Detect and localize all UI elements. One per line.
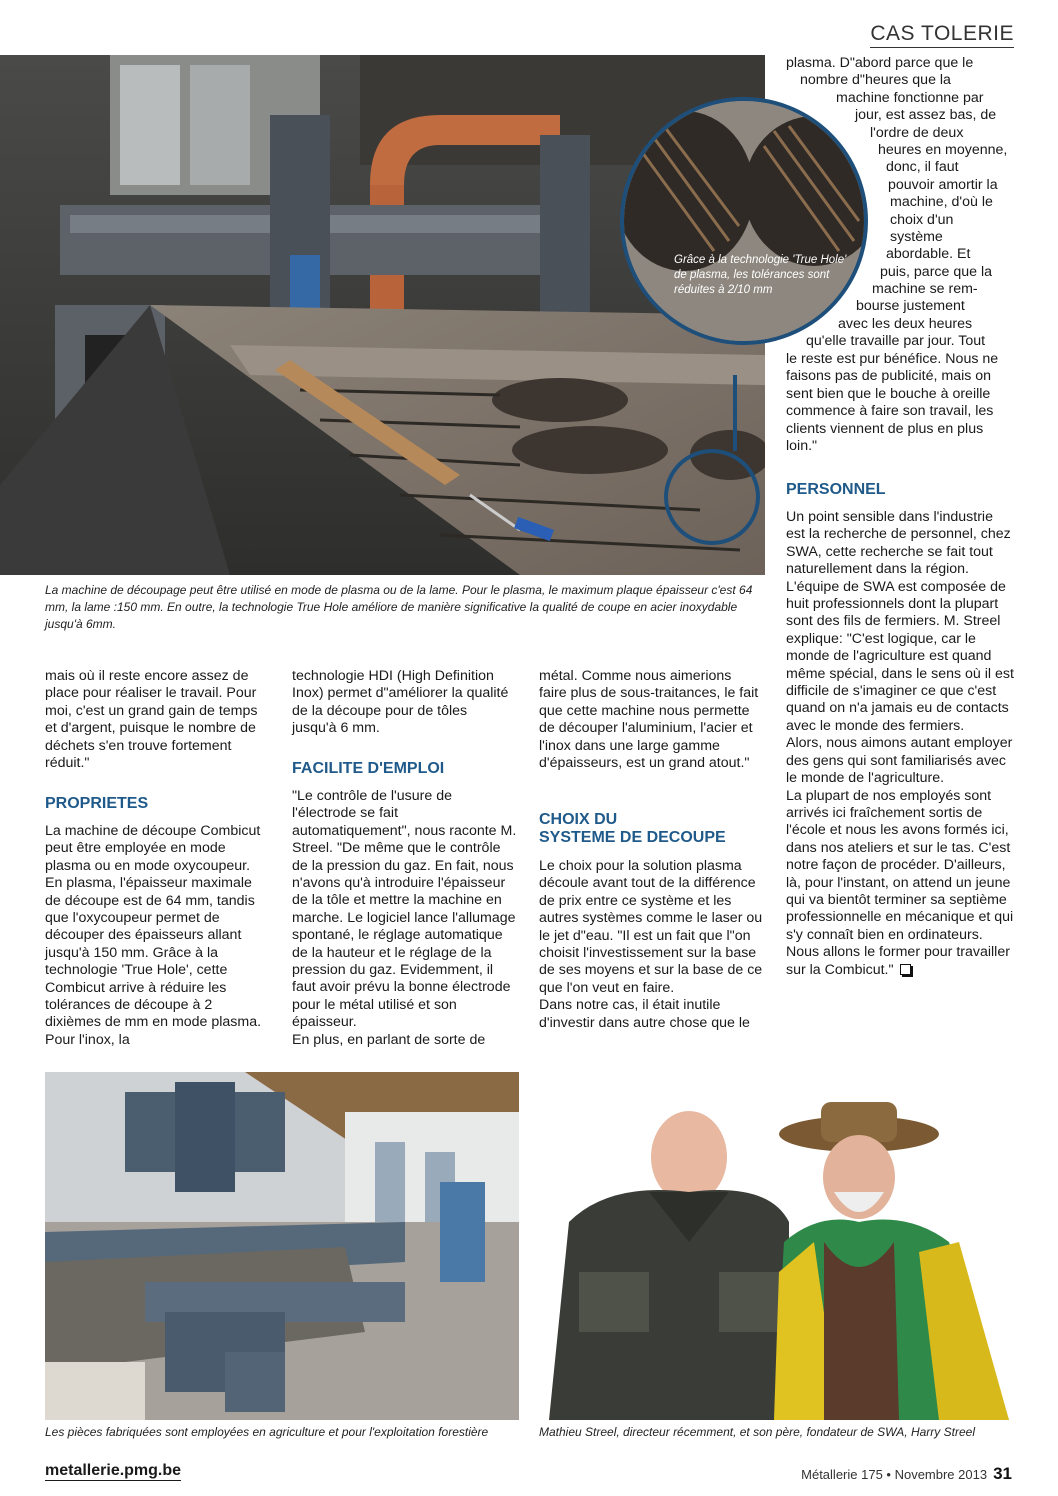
col2-body2-text: En plus, en parlant de sorte de <box>292 1031 486 1048</box>
section-tag: CAS TOLERIE <box>870 22 1014 48</box>
col1-intro-text: mais où il reste encore assez de place pour réaliser le travail. Pour moi, c'est un grand gain de temps et d'argent, puisque le nombre de déchets s'en trouve fortement réduit." <box>45 668 258 772</box>
column-3-intro <box>539 668 761 772</box>
zoom-caption-line-3: réduites à 2/10 mm <box>674 284 773 296</box>
workshop-photo-caption: Les pièces fabriquées sont employées en agriculture et pour l'exploitation forestière <box>45 1425 489 1439</box>
col4-line: pouvoir amortir la <box>888 176 998 193</box>
people-photo-caption: Mathieu Streel, directeur récemment, et son père, fondateur de SWA, Harry Streel <box>539 1425 975 1439</box>
column-4-wrap <box>0 55 1058 351</box>
col4-line: choix d'un <box>890 211 954 228</box>
heading-choix-line-2: SYSTEME DE DECOUPE <box>539 829 726 846</box>
col2-body-text: "Le contrôle de l'usure de l'électrode se fait automatiquement", nous raconte M. Streel. "De même que le contrôle de la pression du gaz. En fait, nous n'avons qu'à introduire l'épaisseur de la tôle et mettre la machine en marche. Le logiciel lance l'allumage spontané, le réglage automatique de la hauteur et le réglage de la pression du gaz. Evidemment, il faut avoir prévu la bonne électrode pour le métal utilisé et son épaisseur. <box>292 788 517 1031</box>
machine-photo-caption: La machine de découpage peut être utilisé en mode de plasma ou de la lame. Pour le plasma, le maximum plaque épaisseur c'est 64 mm, la lame :150 mm. En outre, la technologie True Hole améliore de manière significative la qualité de coupe en acier inoxydable jusqu'à 6mm. <box>45 583 753 631</box>
zoom-caption-line-1: Grâce à la technologie 'True Hole' <box>674 254 847 266</box>
col3-body2-text: Dans notre cas, il était inutile d'investir dans autre chose que le <box>539 997 750 1031</box>
col4-line: système <box>890 228 943 245</box>
zoom-caption-line-2: de plasma, les tolérances sont <box>674 269 830 281</box>
col4-line: bourse justement <box>856 298 965 315</box>
heading-choix-line-1: CHOIX DU <box>539 811 618 828</box>
people-photo-illustration <box>539 1072 1014 1420</box>
people-photo <box>539 1072 1014 1420</box>
workshop-photo <box>45 1072 519 1420</box>
col4-line: nombre d"heures que la <box>800 72 951 89</box>
col4-line: qu'elle travaille par jour. Tout <box>806 333 986 350</box>
col1-body-text: La machine de découpe Combicut peut être employée en mode plasma ou en mode oxycoupeur. En plasma, l'épaisseur maximale de découpe est de 64 mm, tandis que l'oxycoupeur permet de découper des épaisseurs allant jusqu'à 150 mm. Grâce à la technologie 'True Hole', cette Combicut arrive à réduire les tolérances de découpe à 2 dixièmes de mm en mode plasma. Pour l'inox, la <box>45 823 262 1048</box>
column-4-rest <box>786 351 1014 455</box>
col3-body-text: Le choix pour la solution plasma découle avant tout de la différence de prix entre ce système et les autres systèmes comme le laser ou le jet d"eau. "Il est un fait que l"on choisit l'investissement sur la base de ses moyens et sur la base de ce que l'on veut en faire. <box>539 858 763 996</box>
col4-body2-text: Alors, nous aimons autant employer des gens qui sont familiarisés avec le monde de l'agriculture. <box>786 735 1013 787</box>
column-2-intro <box>292 668 514 738</box>
col4-rest-text: le reste est pur bénéfice. Nous ne faisons pas de publicité, mais on sent bien que le bouche à oreille commence à faire son travail, les clients viennent de plus en plus loin." <box>786 351 999 455</box>
column-1-intro <box>45 668 263 772</box>
col4-line: machine se rem- <box>872 281 978 298</box>
col4-line: avec les deux heures <box>838 315 973 332</box>
page-number: 31 <box>993 1464 1012 1483</box>
footer-issue-text: Métallerie 175 • Novembre 2013 <box>801 1467 988 1482</box>
col4-line: abordable. Et <box>886 246 971 263</box>
workshop-photo-illustration <box>45 1072 519 1420</box>
col4-line: machine fonctionne par <box>836 89 984 106</box>
col4-line: l'ordre de deux <box>870 124 964 141</box>
footer-site-link[interactable]: metallerie.pmg.be <box>45 1462 182 1479</box>
column-2-body <box>292 788 517 1049</box>
column-1-body <box>45 823 269 1049</box>
col4-line: jour, est assez bas, de <box>855 107 997 124</box>
col4-line: donc, il faut <box>886 159 959 176</box>
heading-personnel: PERSONNEL <box>786 481 886 498</box>
heading-choix-systeme <box>539 811 726 847</box>
column-4-body <box>786 509 1014 979</box>
col4-line: machine, d'où le <box>890 194 993 211</box>
heading-facilite-emploi: FACILITE D'EMPLOI <box>292 760 445 777</box>
end-of-article-icon <box>900 964 911 975</box>
col4-line: puis, parce que la <box>880 263 992 280</box>
heading-proprietes: PROPRIETES <box>45 795 149 812</box>
col4-line: heures en moyenne, <box>878 141 1008 158</box>
footer-issue <box>801 1464 1012 1484</box>
col4-body3-text: La plupart de nos employés sont arrivés ici fraîchement sortis de l'école et nous les avons formés ici, dans nos ateliers et sur le tas. C'est notre façon de procéder. D'ailleurs, là, pour l'instant, on attend un jeune qui va bientôt terminer sa septième professionnelle en mécanique et qui s'y connaît bien en ordinateurs. Nous allons le former pour travailler sur la Combicut." <box>786 787 1014 978</box>
col2-intro-text: technologie HDI (High Definition Inox) permet d"améliorer la qualité de la découpe pour de tôles jusqu'à 6 mm. <box>292 668 509 737</box>
col4-line: plasma. D"abord parce que le <box>786 55 974 71</box>
col4-body-text: Un point sensible dans l'industrie est la recherche de personnel, chez SWA, cette recherche se fait tout naturellement dans la région. L'équipe de SWA est composée de huit professionnels dont la plupart sont des fils de fermiers. M. Streel explique: "C'est logique, car le monde de l'agriculture est quand même spécial, dans le sens où il est difficile de s'imaginer ce que c'est quand on n'a jamais eu de contacts avec le monde des fermiers. <box>786 509 1014 734</box>
col3-intro-text: métal. Comme nous aimerions faire plus de sous-traitances, le fait que cette machine nous permette de découper l'aluminium, l'acier et l'inox dans une large gamme d'épaisseurs, est un grand atout." <box>539 668 759 772</box>
column-3-body <box>539 858 764 1032</box>
